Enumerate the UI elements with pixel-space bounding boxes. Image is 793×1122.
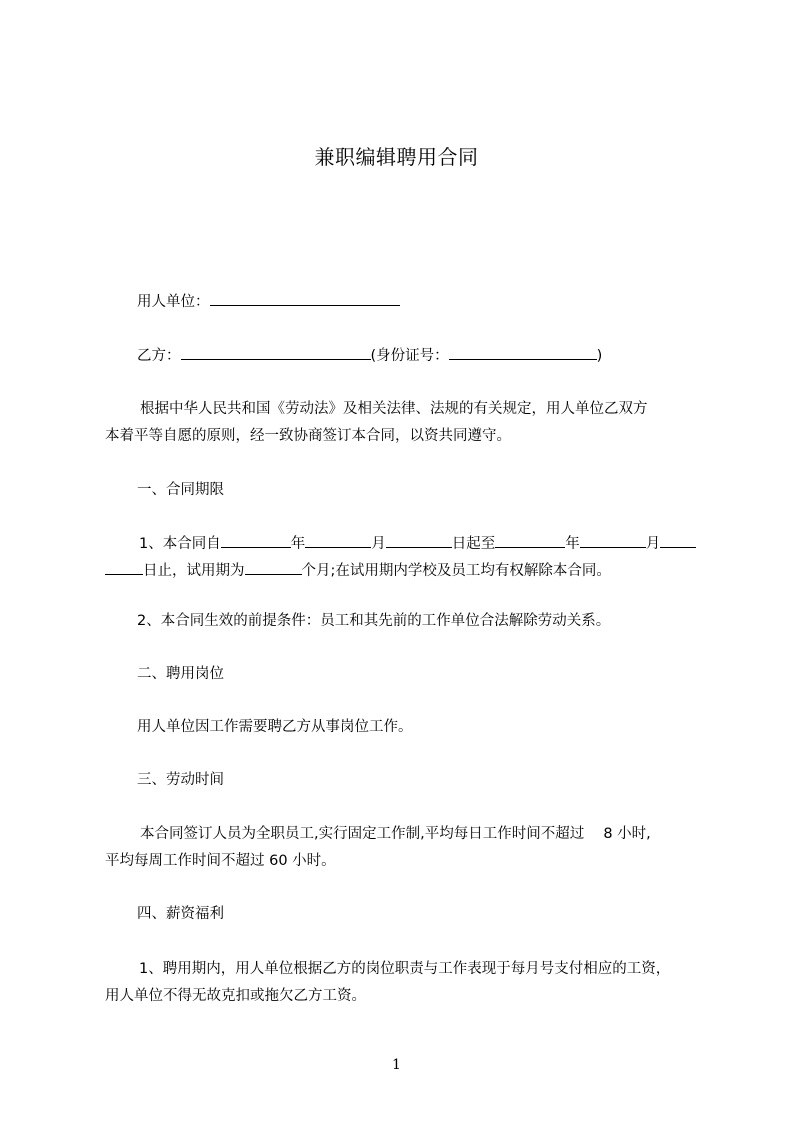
party-b-line	[137, 345, 757, 365]
document-title: 兼职编辑聘用合同	[314, 145, 479, 169]
salary-clause-line-2: 用人单位不得无故克扣或拖欠乙方工资。	[105, 988, 366, 1004]
term-end-label: 日止，试用期为	[143, 563, 245, 579]
year-label-2: 年	[565, 536, 580, 552]
end-day-blank-part1[interactable]	[660, 533, 696, 548]
start-month-blank[interactable]	[305, 533, 371, 548]
section-heading-salary: 四、薪资福利	[137, 906, 224, 922]
salary-clause-line-1: 1、聘用期内，用人单位根据乙方的岗位职责与工作表现于每月号支付相应的工资，	[139, 961, 671, 977]
term-clause-line-2	[105, 560, 725, 580]
month-label: 月	[371, 536, 386, 552]
section-heading-term: 一、合同期限	[137, 482, 224, 498]
hours-clause-line-1: 本合同签订人员为全职员工,实行固定工作制,平均每日工作时间不超过 8 小时,	[140, 826, 651, 842]
probation-tail: 个月;在试用期内学校及员工均有权解除本合同。	[301, 563, 611, 579]
section-heading-hours: 三、劳动时间	[137, 772, 224, 788]
start-day-blank[interactable]	[386, 533, 452, 548]
day-to-label: 日起至	[451, 536, 496, 552]
preamble-line-2: 本着平等自愿的原则，经一致协商签订本合同，以资共同遵守。	[105, 428, 511, 444]
page-number: 1	[392, 1057, 401, 1073]
probation-months-blank[interactable]	[245, 560, 302, 575]
year-label: 年	[290, 536, 306, 552]
id-label-open: (身份证号：	[370, 348, 449, 364]
employer-label: 用人单位：	[137, 294, 210, 310]
id-label-close: )	[596, 348, 603, 364]
start-year-blank[interactable]	[221, 533, 291, 548]
term-clause-line-1	[139, 533, 759, 553]
party-b-label: 乙方：	[137, 348, 181, 364]
end-day-blank-part2[interactable]	[105, 560, 143, 575]
section-heading-position: 二、聘用岗位	[137, 666, 224, 682]
end-month-blank[interactable]	[580, 533, 646, 548]
position-clause: 用人单位因工作需要聘乙方从事岗位工作。	[137, 719, 413, 735]
term-clause-start: 1、本合同自	[139, 536, 221, 552]
employer-line	[137, 291, 757, 311]
month-label-2: 月	[645, 536, 661, 552]
end-year-blank[interactable]	[495, 533, 565, 548]
hours-clause-line-2: 平均每周工作时间不超过 60 小时。	[105, 853, 336, 869]
employer-blank[interactable]	[210, 291, 400, 306]
id-number-blank[interactable]	[449, 345, 597, 360]
party-b-blank[interactable]	[181, 345, 371, 360]
term-clause-2: 2、本合同生效的前提条件：员工和其先前的工作单位合法解除劳动关系。	[137, 613, 611, 629]
preamble-line-1: 根据中华人民共和国《劳动法》及相关法律、法规的有关规定，用人单位乙双方	[140, 401, 648, 417]
